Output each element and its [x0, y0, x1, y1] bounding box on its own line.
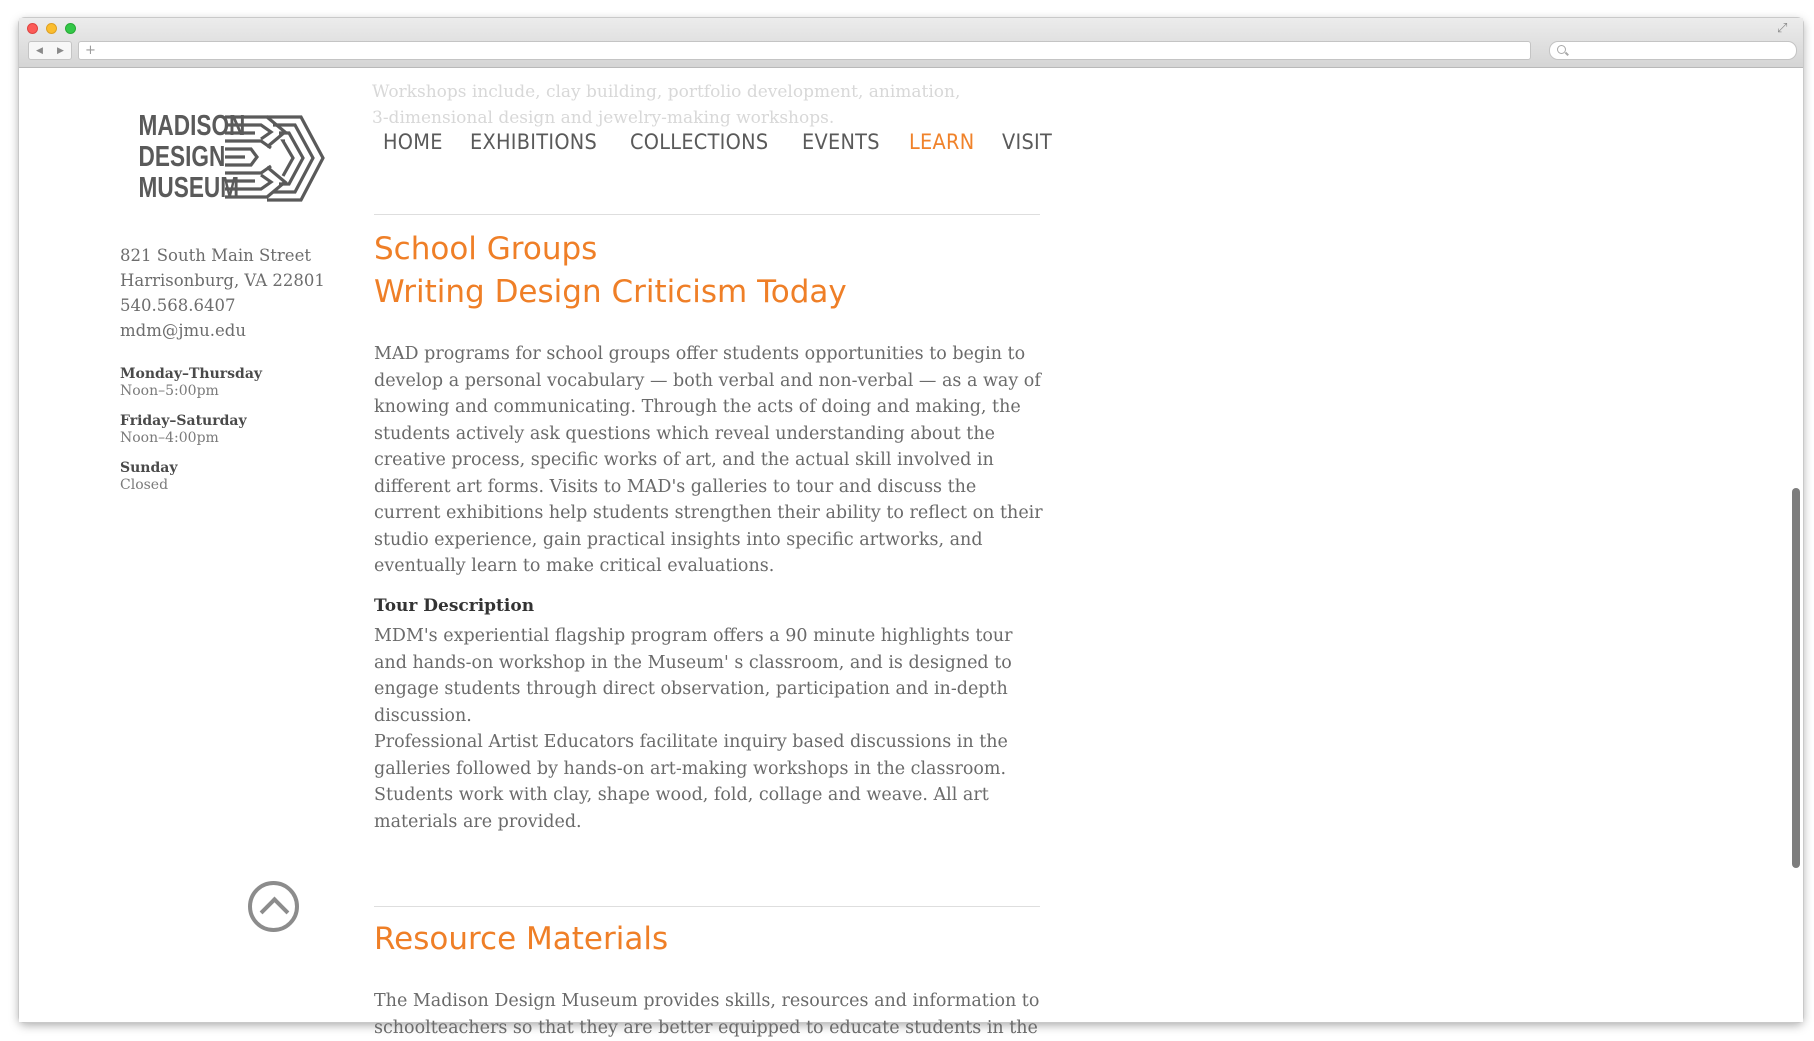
main-nav — [383, 130, 1057, 154]
close-window-button[interactable] — [27, 23, 38, 34]
school-groups-intro: MAD programs for school groups offer students opportunities to begin to develop a personal vocabulary — both verbal and non-verbal — as a way of knowing and communicating. Through the acts of doing and making, the students actively ask questions which reveal understanding about the creative process, specific works of art, and the actual skill involved in different art forms. Visits to MAD's galleries to tour and discuss the current exhibitions help students strengthen their ability to reflect on their studio experience, gain practical insights into specific artworks, and eventually learn to make critical evaluations. — [374, 344, 1043, 576]
email-link[interactable]: mdm@jmu.edu — [120, 321, 246, 340]
hours-day: Monday–Thursday — [120, 366, 263, 382]
hours-day: Sunday — [120, 460, 178, 476]
street-address: 821 South Main Street — [120, 246, 311, 265]
city-address: Harrisonburg, VA 22801 — [120, 271, 325, 290]
hours-time: Noon–4:00pm — [120, 430, 219, 446]
browser-window — [19, 18, 1803, 1038]
contact-info — [120, 243, 325, 343]
forward-arrow-icon[interactable]: ▶ — [57, 45, 64, 56]
section-subtitle: Writing Design Criticism Today — [374, 274, 847, 310]
nav-item-learn[interactable]: LEARN — [909, 130, 975, 154]
back-arrow-icon[interactable]: ◀ — [36, 45, 43, 56]
tour-description-heading: Tour Description — [374, 596, 535, 616]
section-title-school-groups: School Groups — [374, 231, 598, 267]
web-page — [19, 68, 1803, 1038]
hours-time: Closed — [120, 477, 169, 493]
phone-number[interactable]: 540.568.6407 — [120, 296, 236, 315]
nav-item-home[interactable]: HOME — [383, 130, 443, 154]
hours-time: Noon–5:00pm — [120, 383, 219, 399]
tour-educators-paragraph: Professional Artist Educators facilitate inquiry based discussions in the galleries followed by hands-on art-making workshops in the classroom. Students work with clay, shape wood, fold, collage and weave. All art materials are provided. — [374, 732, 1008, 832]
address-bar[interactable] — [78, 41, 1531, 60]
opening-hours — [120, 366, 262, 507]
hours-day: Friday–Saturday — [120, 413, 247, 429]
maximize-window-button[interactable] — [65, 23, 76, 34]
plus-icon[interactable]: + — [85, 43, 96, 58]
vertical-scrollbar[interactable] — [1792, 488, 1800, 868]
tour-description-paragraph: MDM's experiential flagship program offers a 90 minute highlights tour and hands-on workshop in the Museum' s classroom, and is designed to engage students through direct observation, participation and in-depth discussion. — [374, 626, 1013, 726]
fullscreen-icon[interactable]: ⤢ — [1777, 21, 1788, 36]
faded-paragraph: Workshops include, clay building, portfolio development, animation, 3-dimensional design and jewelry-making workshops. — [372, 82, 961, 128]
logo-wordmark: MADISON DESIGN MUSEUM — [138, 110, 246, 204]
section-divider — [374, 214, 1040, 215]
search-input[interactable] — [1549, 41, 1797, 60]
section-divider — [374, 906, 1040, 907]
logo-chevron-icon — [221, 112, 327, 208]
search-icon — [1557, 45, 1566, 54]
nav-item-exhibitions[interactable]: EXHIBITIONS — [469, 130, 598, 154]
nav-item-visit[interactable]: VISIT — [1002, 130, 1053, 154]
browser-toolbar — [19, 18, 1803, 68]
museum-logo[interactable] — [117, 111, 357, 211]
minimize-window-button[interactable] — [46, 23, 57, 34]
nav-item-collections[interactable]: COLLECTIONS — [630, 130, 769, 154]
nav-item-events[interactable]: EVENTS — [802, 130, 881, 154]
section-title-resources: Resource Materials — [374, 921, 669, 957]
back-to-top-button[interactable] — [248, 881, 299, 932]
history-nav — [28, 41, 72, 60]
resources-paragraph: The Madison Design Museum provides skills, resources and information to schoolteachers so that they are better equipped to educate students in the — [374, 991, 1040, 1038]
